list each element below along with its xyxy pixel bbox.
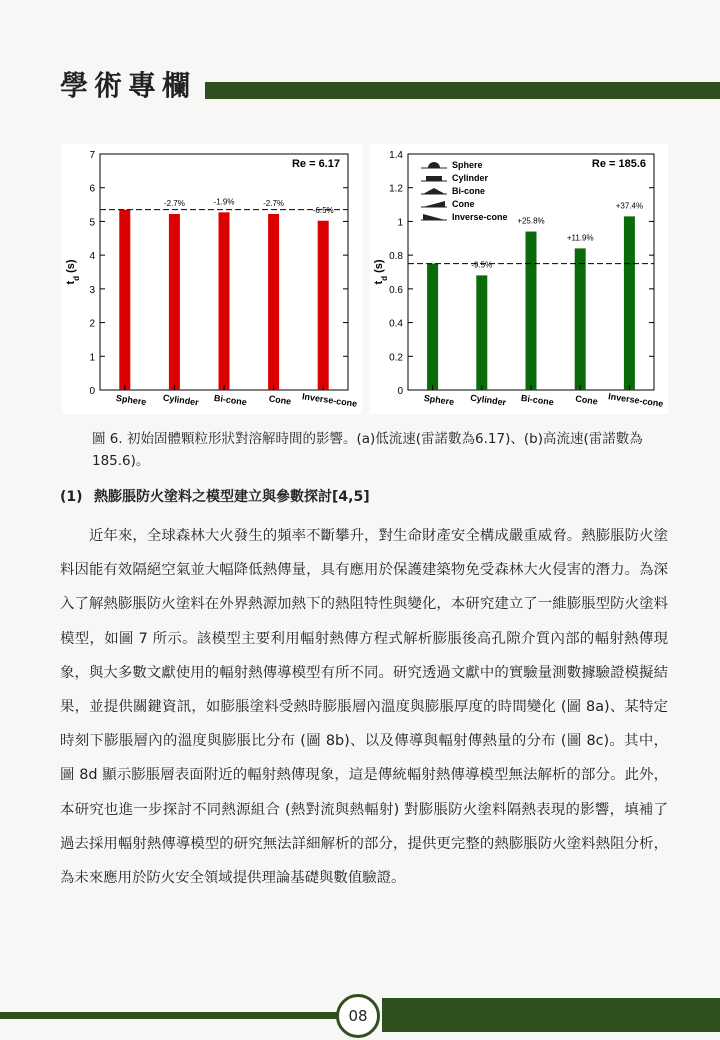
legend-item [421,199,475,209]
chart-annotation: Re = 185.6 [591,158,646,170]
legend-cone-icon [423,201,445,207]
legend-item [421,186,485,196]
y-tick-label: 4 [89,251,95,263]
legend-item [421,173,489,183]
bar [427,264,438,390]
bar [119,210,130,390]
y-tick-label: 1.4 [389,150,403,161]
legend-inverse-cone-icon [423,214,445,220]
x-tick-label: Sphere [115,392,148,408]
legend-cylinder-icon [426,176,442,181]
chart-panel-b [370,144,668,414]
legend-item [421,212,508,222]
x-tick-label: Sphere [423,392,455,408]
y-tick-label: 1 [397,217,403,229]
data-label: -2.7% [163,199,185,209]
page-number: 08 [336,994,380,1038]
chart-panel-a [62,144,362,414]
data-label: -2.7% [263,199,285,209]
y-tick-label: 0.8 [389,251,403,263]
x-tick-label: Inverse-cone [301,391,358,409]
y-tick-label: 0.6 [389,284,403,296]
x-tick-label: Cylinder [469,392,507,408]
legend-label: Cylinder [452,173,489,183]
y-tick-label: 0 [89,386,95,397]
data-label: +25.8% [517,216,545,226]
bar-chart-high-re [370,144,668,414]
column-header-title: 學術專欄 [60,69,197,102]
bar [318,221,329,390]
x-tick-label: Cone [574,393,599,407]
bar [268,214,279,390]
y-tick-label: 3 [89,284,95,296]
bar [526,232,537,390]
body-paragraph: 近年來，全球森林大火發生的頻率不斷攀升，對生命財產安全構成嚴重威脅。熱膨脹防火塗料因能有效隔絕空氣並大幅降低熱傳量，具有應用於保護建築物免受森林大火侵害的潛力。為深入了解熱膨脹防火塗料在外界熱源加熱下的熱阻特性與變化，本研究建立了一維膨脹型防火塗料模型，如圖 7 所示。該模型主要利用輻射熱傳方程式解析膨脹後高孔隙介質內部的輻射熱傳現象，與大多數文獻使用的輻射熱傳導模型有所不同。研究透過文獻中的實驗量測數據驗證模擬結果，並提供關鍵資訊，如膨脹塗料受熱時膨脹層內溫度與膨脹厚度的時間變化 (圖 8a)、某特定時刻下膨脹層內的溫度與膨脹比分布 (圖 8b)、以及傳導與輻射傳熱量的分布 (圖 8c)。其中，圖 8d 顯示膨脹層表面附近的輻射熱傳現象，這是傳統輻射熱傳導模型無法解析的部分。此外，本研究也進一步探討不同熱源組合 (熱對流與熱輻射) 對膨脹防火塗料隔熱表現的影響，填補了過去採用輻射熱傳導模型的研究無法詳細解析的部分，提供更完整的熱膨脹防火塗料熱阻分析，為未來應用於防火安全領域提供理論基礎與數值驗證。 [60,528,668,887]
legend-sphere-icon [428,162,440,168]
y-tick-label: 0.4 [389,318,403,330]
x-tick-label: Cylinder [162,392,200,408]
y-tick-label: 6 [89,183,95,195]
y-tick-label: 5 [89,217,95,229]
section-heading [60,486,660,506]
bar [476,275,487,390]
x-tick-label: Bi-cone [520,392,555,408]
bar-chart-low-re [62,144,362,414]
legend-label: Cone [452,199,475,209]
section-number: (1) [60,489,83,505]
y-tick-label: 0 [397,386,403,397]
section-title: 熱膨脹防火塗料之模型建立與參數探討[4,5] [94,489,370,505]
y-axis-label: $t_d$ (s) [65,259,81,285]
x-tick-label: Bi-cone [213,392,248,408]
bar [575,248,586,390]
data-label: +37.4% [615,201,644,211]
y-axis-label: $t_d$ (s) [373,259,389,285]
legend-item [421,160,483,170]
y-tick-label: 0.2 [389,352,403,364]
data-label: +11.9% [566,233,594,243]
bar [219,212,230,390]
header-bar [205,82,720,99]
y-tick-label: 1.2 [389,183,403,195]
y-tick-label: 7 [89,150,95,161]
bar [624,216,635,390]
legend-label: Inverse-cone [452,212,508,222]
data-label: -6.5% [312,205,334,215]
y-tick-label: 1 [89,352,95,364]
legend-bicone-icon [423,188,445,194]
bar [169,214,180,390]
x-tick-label: Cone [268,393,292,407]
legend-label: Sphere [452,160,483,170]
y-tick-label: 2 [89,318,95,330]
footer-bar-left [0,1012,340,1019]
data-label: -1.9% [213,197,235,207]
data-label: -9.5% [471,260,493,270]
x-tick-label: Inverse-cone [607,391,665,409]
figure-caption: 圖 6. 初始固體顆粒形狀對溶解時間的影響。(a)低流速(雷諾數為6.17)、(b)高流速(雷諾數為185.6)。 [92,431,643,469]
chart-annotation: Re = 6.17 [291,158,340,170]
legend-label: Bi-cone [452,186,486,196]
footer-bar-right [382,998,720,1032]
